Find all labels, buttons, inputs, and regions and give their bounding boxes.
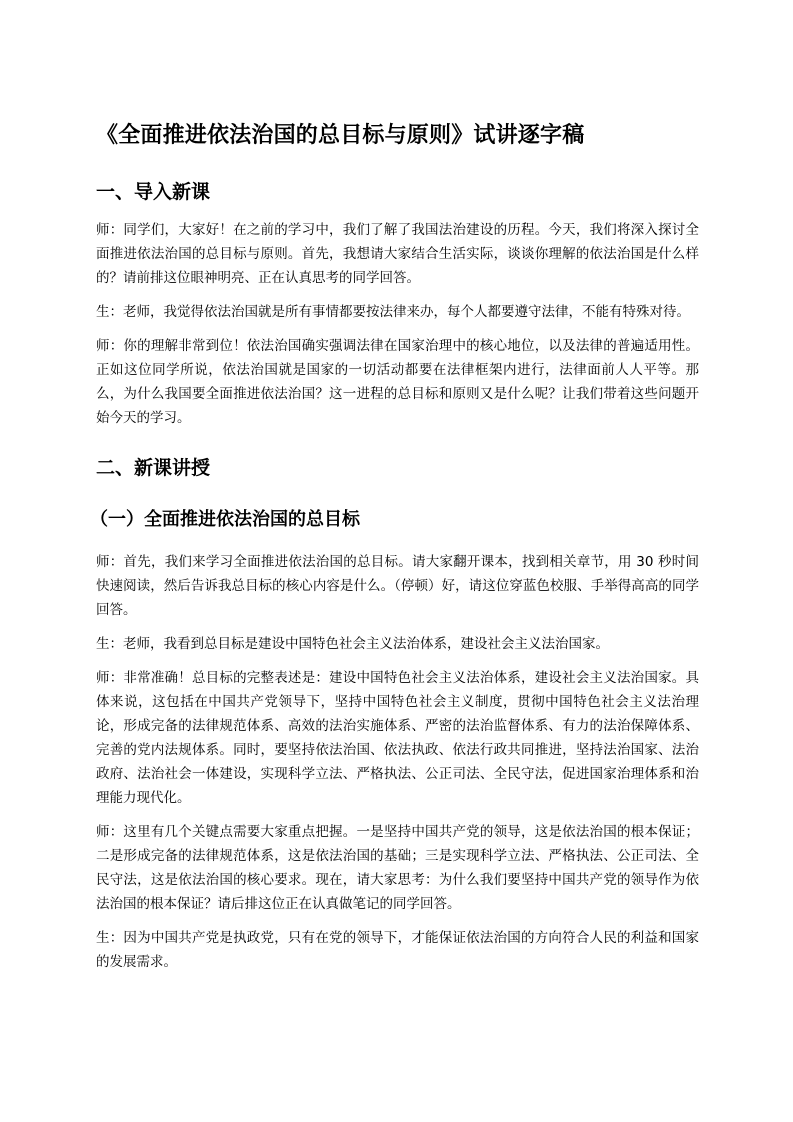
paragraph: 生：因为中国共产党是执政党，只有在党的领导下，才能保证依法治国的方向符合人民的利益和国家的发展需求。 — [96, 930, 699, 970]
document-title: 《全面推进依法治国的总目标与原则》试讲逐字稿 — [96, 123, 585, 148]
section-heading: 二、新课讲授 — [96, 457, 211, 479]
paragraph: 师：首先，我们来学习全面推进依法治国的总目标。请大家翻开课本，找到相关章节，用 30 秒时间快速阅读，然后告诉我总目标的核心内容是什么。（停顿）好，请这位穿蓝色校服、手举得高高的同学回答。 — [96, 554, 699, 618]
paragraph: 师：同学们，大家好！在之前的学习中，我们了解了我国法治建设的历程。今天，我们将深入探讨全面推进依法治国的总目标与原则。首先，我想请大家结合生活实际，谈谈你理解的依法治国是什么样的？请前排这位眼神明亮、正在认真思考的同学回答。 — [96, 222, 699, 286]
document-page — [90, 118, 699, 984]
paragraph: 生：老师，我看到总目标是建设中国特色社会主义法治体系，建设社会主义法治国家。 — [96, 636, 609, 652]
paragraph: 师：非常准确！总目标的完整表述是：建设中国特色社会主义法治体系，建设社会主义法治国家。具体来说，这包括在中国共产党领导下，坚持中国特色社会主义制度，贯彻中国特色社会主义法治理论，形成完备的法律规范体系、高效的法治实施体系、严密的法治监督体系、有力的法治保障体系、完善的党内法规体系。同时，要坚持依法治国、依法执政、依法行政共同推进，坚持法治国家、法治政府、法治社会一体建设，实现科学立法、严格执法、公正司法、全民守法，促进国家治理体系和治理能力现代化。 — [96, 670, 699, 806]
paragraph: 生：老师，我觉得依法治国就是所有事情都要按法律来办，每个人都要遵守法律，不能有特殊对待。 — [96, 304, 690, 320]
section-new-lesson — [90, 454, 699, 974]
subsection-overall-goal — [90, 506, 699, 974]
paragraph: 师：这里有几个关键点需要大家重点把握。一是坚持中国共产党的领导，这是依法治国的根本保证；二是形成完备的法律规范体系，这是依法治国的基础；三是实现科学立法、严格执法、公正司法、全民守法，这是依法治国的核心要求。现在，请大家思考：为什么我们要坚持中国共产党的领导作为依法治国的根本保证？请后排这位正在认真做笔记的同学回答。 — [96, 824, 699, 912]
paragraph: 师：你的理解非常到位！依法治国确实强调法律在国家治理中的核心地位，以及法律的普遍适用性。正如这位同学所说，依法治国就是国家的一切活动都要在法律框架内进行，法律面前人人平等。那么，为什么我国要全面推进依法治国？这一进程的总目标和原则又是什么呢？让我们带着这些问题开始今天的学习。 — [96, 338, 699, 426]
section-heading: 一、导入新课 — [96, 181, 211, 203]
section-intro — [96, 178, 699, 430]
subsection-heading: （一）全面推进依法治国的总目标 — [90, 509, 360, 530]
